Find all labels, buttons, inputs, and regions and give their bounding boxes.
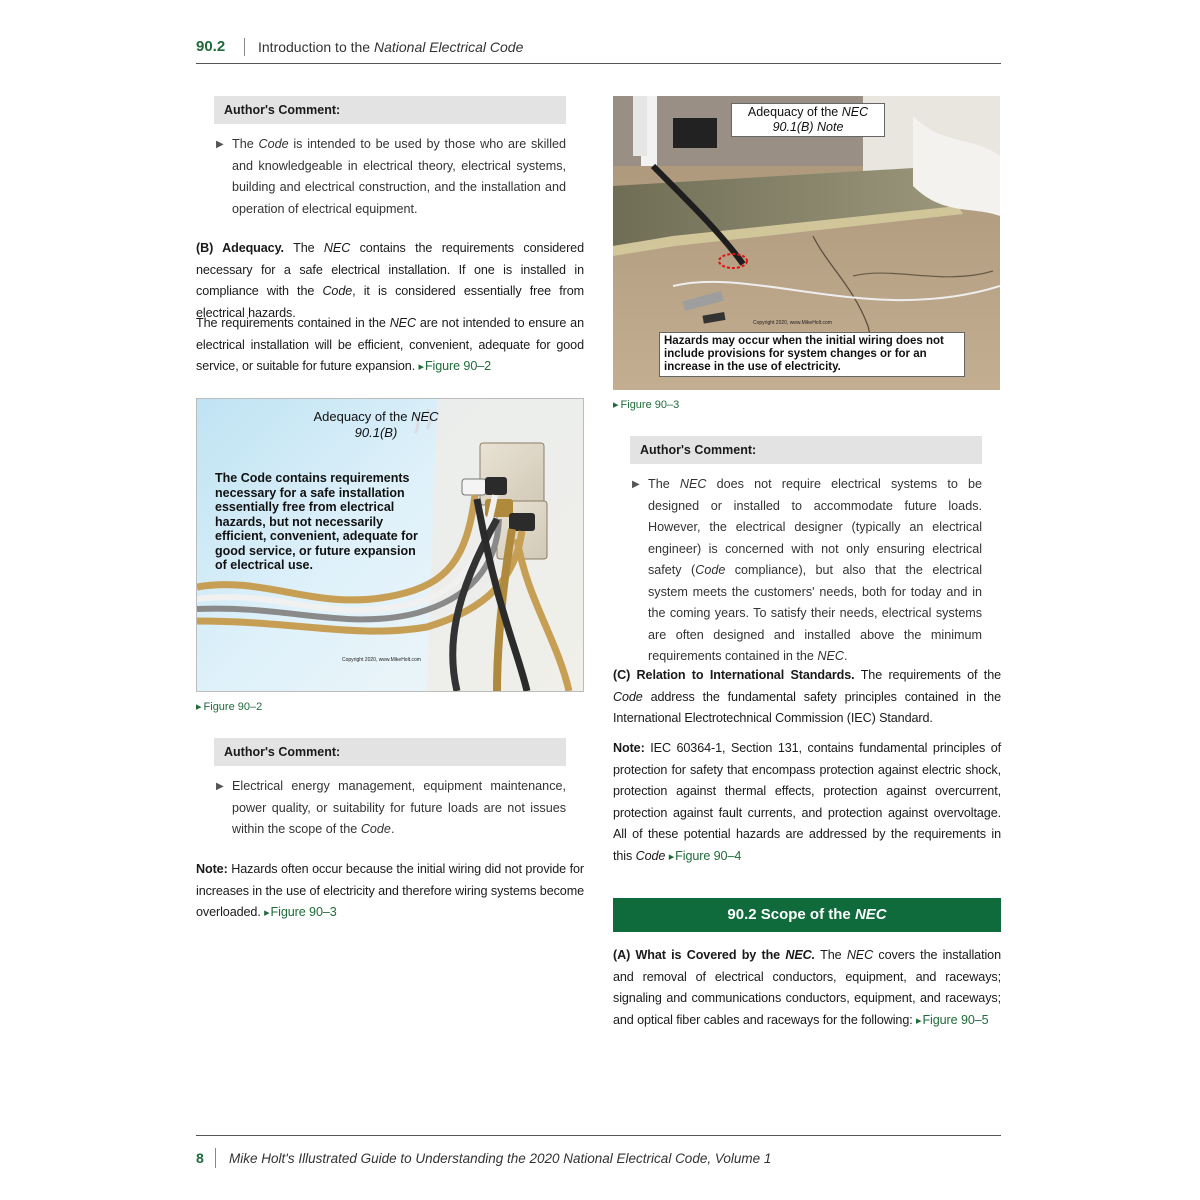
paragraph-adequacy: (B) Adequacy. The NEC contains the requirements considered necessary for a safe electrical installation. If one is installed in compliance with the Code, it is considered essentially free from electrical hazards. bbox=[196, 241, 584, 320]
paragraph-requirements: The requirements contained in the NEC are not intended to ensure an electrical installation will be efficient, convenient, adequate for good service, or suitable for future expansion. ▸ Figure 90–2 bbox=[196, 313, 584, 379]
figure-reference-link[interactable]: ▸ Figure 90–4 bbox=[669, 849, 742, 863]
footer-page-number: 8 bbox=[196, 1150, 204, 1166]
figure-90-2-caption: ▸ Figure 90–2 bbox=[196, 700, 262, 713]
figure-90-3-title: Adequacy of the NEC 90.1(B) Note bbox=[731, 103, 885, 137]
figure-90-2-copyright: Copyright 2020, www.MikeHolt.com bbox=[342, 657, 421, 663]
authors-comment-3 bbox=[630, 436, 982, 668]
figure-reference-link[interactable]: ▸ Figure 90–2 bbox=[419, 359, 492, 373]
authors-comment-text: ▶ The NEC does not require electrical systems to be designed or installed to accommodate future loads. However, the electrical designer (typically an electrical engineer) is concerned with not only ensuring electrical safety (Code compliance), but also that the electrical system meets the customers' needs, both for today and in the coming years. To satisfy their needs, electrical systems are often designed and installed above the minimum requirements contained in the NEC. bbox=[630, 474, 982, 668]
figure-90-2-illustration bbox=[196, 398, 584, 692]
figure-90-2-title: Adequacy of the NEC 90.1(B) bbox=[313, 409, 439, 440]
bullet-icon: ▶ bbox=[632, 479, 640, 490]
note-iec: Note: IEC 60364-1, Section 131, contains fundamental principles of protection for safety that encompass protection against electric shock, protection against thermal effects, protection against overcurrent, protection against fault currents, and protection against overvoltage. All of these potential hazards are addressed by the requirements in this Code ▸ Figure 90–4 bbox=[613, 738, 1001, 868]
section-heading-band: 90.2 Scope of the NEC bbox=[613, 898, 1001, 932]
header-section-number: 90.2 bbox=[196, 38, 226, 55]
header-rule bbox=[196, 63, 1001, 64]
figure-reference-link[interactable]: ▸ Figure 90–3 bbox=[264, 905, 337, 919]
authors-comment-2 bbox=[214, 738, 566, 841]
figure-90-2-body-text: The Code contains requirements necessary for a safe installation essentially free from electrical hazards, but not necessarily efficient, convenient, adequate for good service, or future expansion of electrical use. bbox=[215, 471, 418, 572]
footer-rule bbox=[196, 1135, 1001, 1136]
authors-comment-text: ▶ Electrical energy management, equipment maintenance, power quality, or suitability for future loads are not issues within the scope of the Code. bbox=[214, 776, 566, 841]
authors-comment-title: Author's Comment: bbox=[630, 436, 982, 464]
figure-reference-link[interactable]: ▸ Figure 90–5 bbox=[916, 1013, 989, 1027]
figure-90-3-caption: ▸ Figure 90–3 bbox=[613, 398, 679, 411]
figure-90-3-copyright: Copyright 2020, www.MikeHolt.com bbox=[753, 320, 832, 326]
paragraph-what-is-covered: (A) What is Covered by the NEC. The NEC covers the installation and removal of electrical conductors, equipment, and raceways; signaling and communications conductors, equipment, and raceways; and optical fiber cables and raceways for the following: ▸ Figure 90–5 bbox=[613, 945, 1001, 1032]
paragraph-international-standards: (C) Relation to International Standards. The requirements of the Code address the fundamental safety principles contained in the International Electrotechnical Commission (IEC) Standard. bbox=[613, 668, 1001, 725]
authors-comment-text: ▶ The Code is intended to be used by those who are skilled and knowledgeable in electrical theory, electrical systems, building and electrical construction, and the installation and operation of electrical equipment. bbox=[214, 134, 566, 220]
footer-divider bbox=[215, 1148, 216, 1168]
authors-comment-title: Author's Comment: bbox=[214, 96, 566, 124]
footer-title: Mike Holt's Illustrated Guide to Understanding the 2020 National Electrical Code, Volume 1 bbox=[229, 1151, 772, 1166]
figure-90-3-callout: Hazards may occur when the initial wiring does not include provisions for system changes or for an increase in the use of electricity. bbox=[659, 332, 965, 377]
bullet-icon: ▶ bbox=[216, 139, 224, 150]
bullet-icon: ▶ bbox=[216, 781, 224, 792]
authors-comment-1 bbox=[214, 96, 566, 220]
header-divider bbox=[244, 38, 245, 56]
figure-90-3-photo bbox=[613, 96, 1000, 390]
header-title: Introduction to the National Electrical Code bbox=[258, 39, 524, 55]
note-hazards: Note: Hazards often occur because the initial wiring did not provide for increases in the use of electricity and therefore wiring systems become overloaded. ▸ Figure 90–3 bbox=[196, 859, 584, 925]
authors-comment-title: Author's Comment: bbox=[214, 738, 566, 766]
